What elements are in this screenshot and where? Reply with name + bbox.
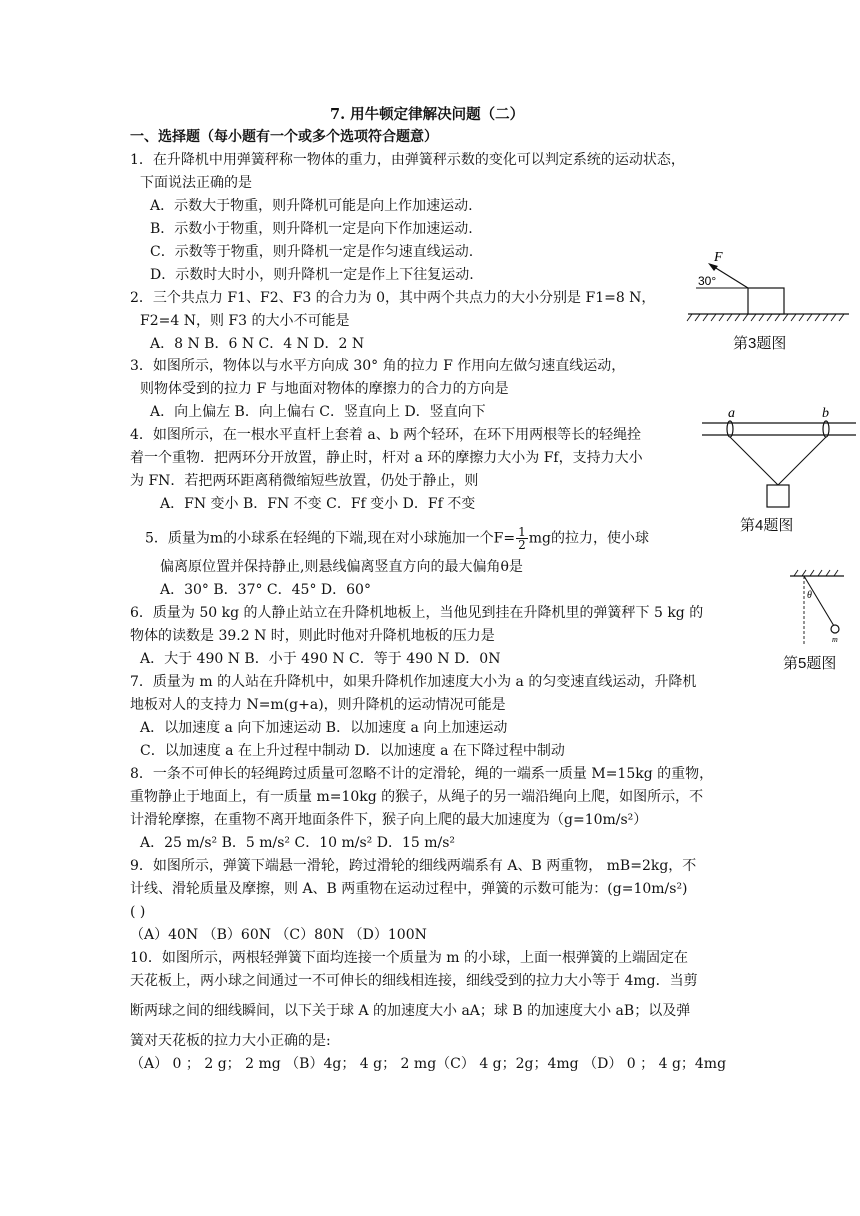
q2-options: A．8 N B．6 N C．4 N D．2 N: [150, 336, 365, 352]
q7-stem-line2: 地板对人的支持力 N=m(g+a)，则升降机的运动情况可能是: [130, 697, 506, 713]
q9-stem-line2: 计线、滑轮质量及摩擦，则 A、B 两重物在运动过程中，弹簧的示数可能为：(g=10m/s²): [130, 881, 688, 897]
q5-options: A．30° B．37° C．45° D．60°: [160, 582, 371, 598]
q8-options: A．25 m/s² B．5 m/s² C．10 m/s² D．15 m/s²: [140, 835, 455, 851]
q7-options-ab: A．以加速度 a 向下加速运动 B．以加速度 a 向上加速运动: [140, 720, 508, 736]
fig4-caption: 第4题图: [740, 517, 794, 534]
q10-options: （A） 0 ； 2 g； 2 mg （B）4g； 4 g； 2 mg（C） 4 g；2g；4mg （D） 0 ； 4 g；4mg: [130, 1056, 727, 1072]
q10-stem-line3: 断两球之间的细线瞬间，以下关于球 A 的加速度大小 aA；球 B 的加速度大小 aB；以及弹: [130, 1003, 691, 1019]
q8-stem-line1: 8．一条不可伸长的轻绳跨过质量可忽略不计的定滑轮，绳的一端系一质量 M=15kg 的重物，: [130, 766, 714, 782]
q9-stem-line1: 9．如图所示，弹簧下端悬一滑轮，跨过滑轮的细线两端系有 A、B 两重物， mB=2kg，不: [130, 858, 697, 874]
fig4-diagram: [700, 405, 858, 515]
fig5-diagram: [786, 568, 848, 650]
weight-block: [767, 485, 789, 507]
page-title: 7. 用牛顿定律解决问题（二）: [330, 106, 525, 123]
q1-option-b: B．示数小于物重，则升降机一定是向下作加速运动.: [150, 221, 473, 237]
section-heading: 一、选择题（每小题有一个或多个选项符合题意）: [130, 129, 438, 145]
q10-stem-line2: 天花板上，两小球之间通过一不可伸长的细线相连接，细线受到的拉力大小等于 4mg．当剪: [130, 973, 698, 989]
q10-stem-line4: 簧对天花板的拉力大小正确的是:: [130, 1033, 331, 1049]
q3-stem-line1: 3．如图所示，物体以与水平方向成 30° 角的拉力 F 作用向左做匀速直线运动，: [130, 358, 626, 374]
label-f: F: [714, 250, 723, 265]
pendulum-ball: [831, 625, 839, 633]
q8-stem-line3: 计滑轮摩擦，在重物不离开地面条件下，猴子向上爬的最大加速度为（g=10m/s²）: [130, 812, 648, 828]
q5-stem-line1: [145, 526, 649, 551]
q1-option-d: D．示数时大时小，则升降机一定是作上下往复运动.: [150, 267, 474, 283]
q5-stem-part1: 5．质量为m的小球系在轻绳的下端,现在对小球施加一个F=: [145, 530, 516, 547]
force-f-arrow: [711, 265, 748, 288]
q1-stem-line2: 下面说法正确的是: [140, 175, 252, 191]
fig3-diagram: [686, 248, 851, 328]
fraction-numerator: 1: [518, 525, 526, 539]
label-m: m: [832, 635, 838, 644]
fraction-denominator: 2: [518, 538, 526, 552]
q4-stem-line2: 着一个重物．把两环分开放置，静止时，杆对 a 环的摩擦力大小为 Ff，支持力大小: [130, 450, 643, 466]
fig5-caption: 第5题图: [783, 655, 837, 672]
fraction-one-half: [516, 526, 528, 551]
q6-stem-line1: 6．质量为 50 kg 的人静止站立在升降机地板上，当他见到挂在升降机里的弹簧秤下 5 kg 的: [130, 605, 704, 621]
q10-stem-line1: 10．如图所示，两根轻弹簧下面均连接一个质量为 m 的小球，上面一根弹簧的上端固定在: [130, 950, 688, 966]
q3-stem-line2: 则物体受到的拉力 F 与地面对物体的摩擦力的合力的方向是: [140, 381, 509, 397]
q6-options: A．大于 490 N B．小于 490 N C．等于 490 N D．0N: [140, 651, 501, 667]
q9-stem-line3: ( ): [130, 904, 146, 920]
fig3-caption: 第3题图: [733, 335, 787, 352]
label-a: a: [728, 406, 735, 421]
label-b: b: [822, 406, 829, 421]
label-theta: θ: [807, 590, 812, 601]
q1-option-a: A．示数大于物重，则升降机可能是向上作加速运动.: [150, 198, 473, 214]
q4-options: A．FN 变小 B．FN 不变 C．Ff 变小 D．Ff 不变: [160, 496, 476, 512]
label-angle: 30°: [698, 274, 717, 288]
q2-stem-line2: F2=4 N，则 F3 的大小不可能是: [140, 313, 350, 329]
q7-stem-line1: 7．质量为 m 的人站在升降机中，如果升降机作加速度大小为 a 的匀变速直线运动，升降机: [130, 674, 697, 690]
q6-stem-line2: 物体的读数是 39.2 N 时，则此时他对升降机地板的压力是: [130, 628, 495, 644]
ground-hatching: [687, 314, 844, 321]
q4-stem-line1: 4．如图所示，在一根水平直杆上套着 a、b 两个轻环，在环下用两根等长的轻绳拴: [130, 427, 642, 443]
q5-stem-part2: mg的拉力，使小球: [528, 530, 649, 547]
q8-stem-line2: 重物静止于地面上，有一质量 m=10kg 的猴子，从绳子的另一端沿绳向上爬，如图所示，不: [130, 789, 704, 805]
block: [748, 288, 784, 314]
q1-option-c: C．示数等于物重，则升降机一定是作匀速直线运动.: [150, 244, 474, 260]
q5-stem-line2: 偏离原位置并保持静止,则悬线偏离竖直方向的最大偏角θ是: [160, 559, 523, 575]
q4-stem-line3: 为 FN．若把两环距离稍微缩短些放置，仍处于静止，则: [130, 473, 479, 489]
q1-stem-line1: 1．在升降机中用弹簧秤称一物体的重力，由弹簧秤示数的变化可以判定系统的运动状态，: [130, 152, 685, 168]
q7-options-cd: C．以加速度 a 在上升过程中制动 D．以加速度 a 在下降过程中制动: [140, 743, 565, 759]
q3-options: A．向上偏左 B．向上偏右 C．竖直向上 D．竖直向下: [150, 404, 486, 420]
q2-stem-line1: 2．三个共点力 F1、F2、F3 的合力为 0，其中两个共点力的大小分别是 F1=8 N，: [130, 290, 656, 306]
q9-options: （A）40N （B）60N （C）80N （D）100N: [130, 927, 427, 943]
